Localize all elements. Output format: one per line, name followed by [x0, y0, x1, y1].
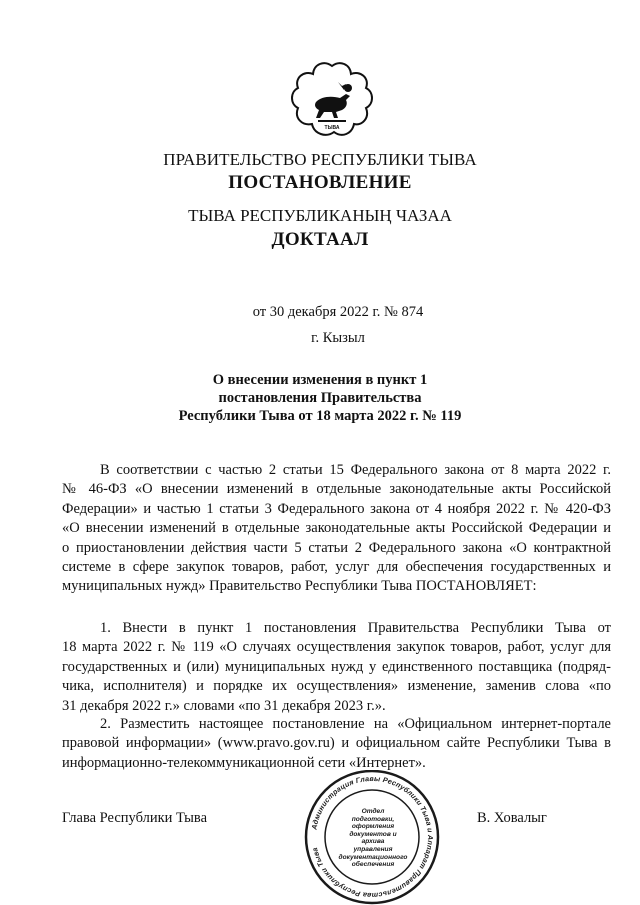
paragraph-line: 18 марта 2022 г. № 119 «О случаях осуществления закупок товаров, работ, услуг для — [62, 639, 611, 656]
paragraph-line: Федерации» и частью 1 статьи 3 Федерального закона от 4 ноября 2022 г. № 420-ФЗ — [62, 500, 611, 517]
signatory-position: Глава Республики Тыва — [62, 810, 208, 826]
decree-label-tyva: ДОКТААЛ — [271, 229, 369, 250]
subject-line: Республики Тыва от 18 марта 2022 г. № 119 — [178, 408, 462, 424]
clause-2-paragraph — [62, 715, 611, 773]
stamp-line: подготовки, — [351, 815, 395, 823]
decree-date-number: от 30 декабря 2022 г. № 874 — [252, 304, 424, 320]
government-title-ru: ПРАВИТЕЛЬСТВО РЕСПУБЛИКИ ТЫВА — [163, 150, 477, 169]
subject-line: постановления Правительства — [218, 390, 422, 406]
paragraph-line: правовой информации» (www.pravo.gov.ru) и официальном сайте Республики Тыва в — [62, 735, 611, 752]
clause-1-paragraph — [62, 619, 611, 716]
paragraph-line: чика, исполнителя) и порядке их осуществления» изменение, заменив слова «по — [62, 678, 611, 695]
stamp-line: управления — [353, 845, 393, 853]
decree-label-ru: ПОСТАНОВЛЕНИЕ — [228, 172, 412, 193]
paragraph-line: государственных и (или) муниципальных нужд у единственного поставщика (подряд- — [62, 658, 611, 675]
stamp-line: документационного — [338, 853, 408, 861]
signatory-name: В. Ховалыг — [477, 810, 547, 826]
paragraph-line: 1. Внести в пункт 1 постановления Правительства Республики Тыва от — [100, 620, 611, 636]
preamble-paragraph — [62, 461, 611, 597]
tyva-coat-of-arms-icon — [288, 58, 376, 146]
stamp-line: документов и архива — [349, 830, 397, 846]
stamp-center-text — [338, 808, 408, 869]
paragraph-line: муниципальных нужд» Правительство Республики Тыва ПОСТАНОВЛЯЕТ: — [62, 578, 537, 595]
stamp-line: Отдел — [361, 808, 385, 815]
paragraph-line: 31 декабря 2022 г.» словами «по 31 декабря 2023 г.». — [62, 697, 386, 714]
svg-text:ТЫВА: ТЫВА — [324, 125, 340, 131]
paragraph-line: № 46-ФЗ «О внесении изменений в отдельные законодательные акты Российской — [62, 481, 611, 498]
paragraph-line: о приостановлении действия части 5 статьи 2 Федерального закона «О контрактной — [62, 539, 611, 556]
stamp-line: обеспечения — [351, 861, 395, 869]
paragraph-line: системе в сфере закупок товаров, работ, услуг для обеспечения государственных и — [62, 559, 611, 576]
paragraph-line: В соответствии с частью 2 статьи 15 Федерального закона от 8 марта 2022 г. — [100, 462, 611, 478]
stamp-ring-text: Администрация Главы Республики Тыва и Аппарат Правительства Республики Тыва — [309, 773, 436, 901]
decree-subject — [0, 371, 640, 425]
paragraph-line: 2. Разместить настоящее постановление на «Официальном интернет-портале — [100, 716, 611, 732]
subject-line: О внесении изменения в пункт 1 — [212, 372, 428, 388]
decree-city: г. Кызыл — [311, 330, 365, 346]
stamp-line: оформления — [351, 823, 395, 831]
paragraph-line: информационно-телекоммуникационной сети «Интернет». — [62, 754, 426, 771]
paragraph-line: «О внесении изменений в отдельные законодательные акты Российской Федерации и — [62, 520, 611, 537]
government-title-tyva: ТЫВА РЕСПУБЛИКАНЫҢ ЧАЗАА — [188, 206, 452, 225]
